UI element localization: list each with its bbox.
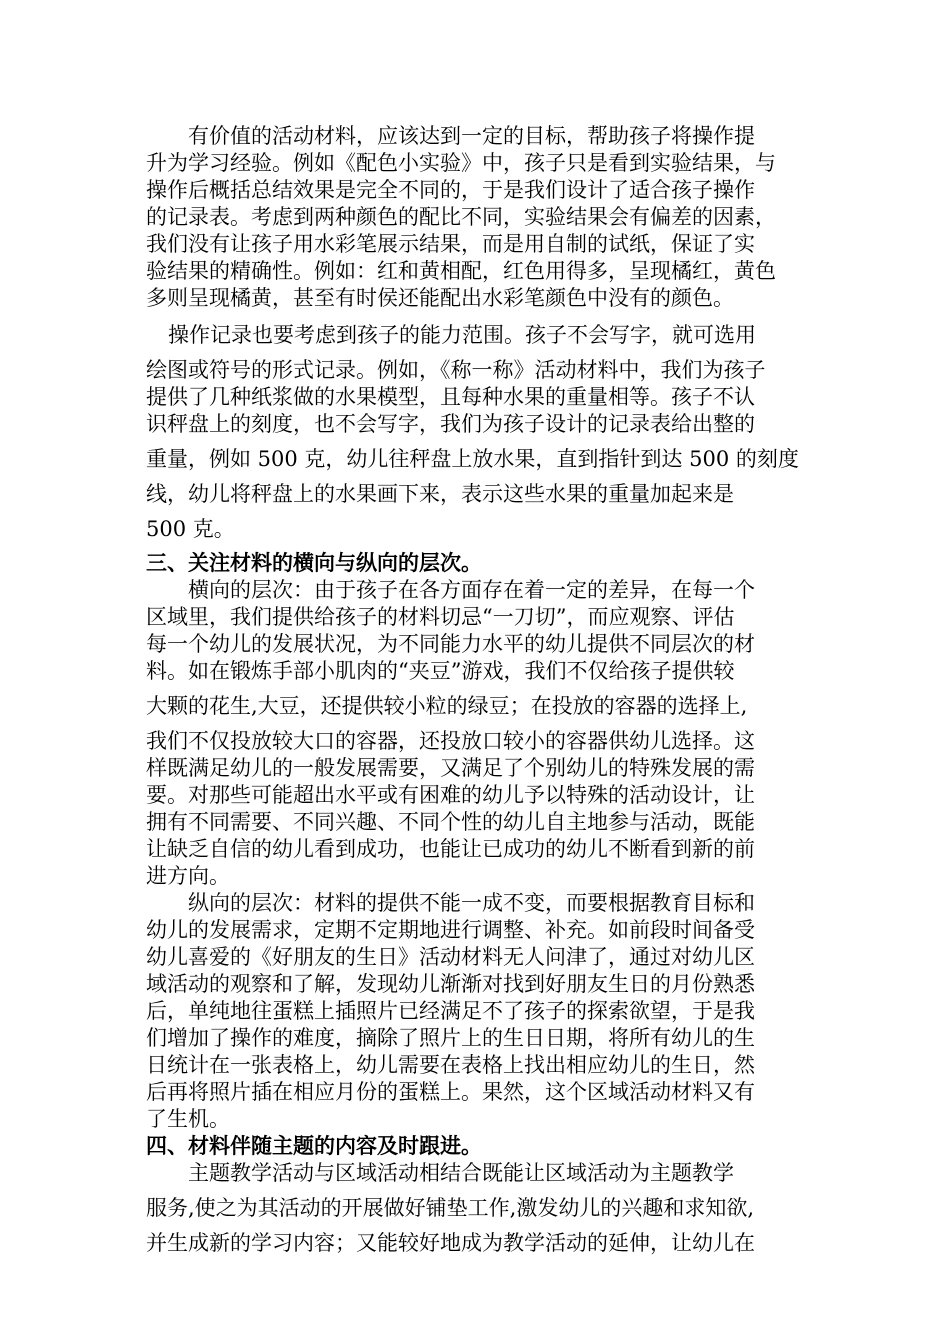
paragraph-line: 了生机。 <box>146 1107 230 1131</box>
paragraph-line: 横向的层次：由于孩子在各方面存在着一定的差异，在每一个 <box>188 578 755 602</box>
paragraph-line: 多则呈现橘黄，甚至有时侯还能配出水彩笔颜色中没有的颜色。 <box>146 286 734 310</box>
paragraph-line: 要。对那些可能超出水平或有困难的幼儿予以特殊的活动设计，让 <box>146 783 755 807</box>
paragraph-line: 500 克。 <box>146 517 235 541</box>
paragraph-line: 幼儿喜爱的《好朋友的生日》活动材料无人问津了，通过对幼儿区 <box>146 945 755 969</box>
paragraph-line: 升为学习经验。例如《配色小实验》中，孩子只是看到实验结果，与 <box>146 151 776 175</box>
paragraph-line: 的记录表。考虑到两种颜色的配比不同，实验结果会有偏差的因素， <box>146 205 776 229</box>
section-heading: 四、材料伴随主题的内容及时跟进。 <box>146 1134 482 1158</box>
paragraph-line: 主题教学活动与区域活动相结合既能让区域活动为主题教学 <box>188 1161 734 1185</box>
paragraph-line: 有价值的活动材料，应该达到一定的目标，帮助孩子将操作提 <box>188 124 755 148</box>
paragraph-line: 我们没有让孩子用水彩笔展示结果，而是用自制的试纸，保证了实 <box>146 232 755 256</box>
paragraph-line: 服务,使之为其活动的开展做好铺垫工作,激发幼儿的兴趣和求知欲, <box>146 1196 755 1220</box>
paragraph-line: 识秤盘上的刻度，也不会写字，我们为孩子设计的记录表给出整的 <box>146 412 755 436</box>
paragraph-line: 域活动的观察和了解，发现幼儿渐渐对找到好朋友生日的月份熟悉 <box>146 972 755 996</box>
paragraph-line: 后，单纯地往蛋糕上插照片已经满足不了孩子的探索欲望，于是我 <box>146 999 755 1023</box>
paragraph-line: 幼儿的发展需求，定期不定期地进行调整、补充。如前段时间备受 <box>146 918 755 942</box>
paragraph-line: 我们不仅投放较大口的容器，还投放口较小的容器供幼儿选择。这 <box>146 729 755 753</box>
paragraph-line: 区域里，我们提供给孩子的材料切忌“一刀切”，而应观察、评估 <box>146 605 735 629</box>
paragraph-line: 线，幼儿将秤盘上的水果画下来，表示这些水果的重量加起来是 <box>146 482 734 506</box>
paragraph-line: 操作后概括总结效果是完全不同的，于是我们设计了适合孩子操作 <box>146 178 755 202</box>
paragraph-line: 们增加了操作的难度，摘除了照片上的生日日期，将所有幼儿的生 <box>146 1026 755 1050</box>
paragraph-line: 拥有不同需要、不同兴趣、不同个性的幼儿自主地参与活动，既能 <box>146 810 755 834</box>
paragraph-line: 让缺乏自信的幼儿看到成功，也能让已成功的幼儿不断看到新的前 <box>146 837 755 861</box>
paragraph-line: 绘图或符号的形式记录。例如，《称一称》活动材料中，我们为孩子 <box>146 358 766 382</box>
paragraph-line: 并生成新的学习内容；又能较好地成为教学活动的延伸，让幼儿在 <box>146 1231 755 1255</box>
paragraph-line: 大颗的花生,大豆，还提供较小粒的绿豆；在投放的容器的选择上, <box>146 694 748 718</box>
paragraph-line: 样既满足幼儿的一般发展需要，又满足了个别幼儿的特殊发展的需 <box>146 756 755 780</box>
paragraph-line: 纵向的层次：材料的提供不能一成不变，而要根据教育目标和 <box>188 891 755 915</box>
paragraph-line: 操作记录也要考虑到孩子的能力范围。孩子不会写字，就可选用 <box>168 323 756 347</box>
paragraph-line: 提供了几种纸浆做的水果模型，且每种水果的重量相等。孩子不认 <box>146 385 755 409</box>
section-heading: 三、关注材料的横向与纵向的层次。 <box>146 551 482 575</box>
paragraph-line: 重量，例如 500 克，幼儿往秤盘上放水果，直到指针到达 500 的刻度 <box>146 447 799 471</box>
paragraph-line: 进方向。 <box>146 864 230 888</box>
paragraph-line: 料。如在锻炼手部小肌肉的“夹豆”游戏，我们不仅给孩子提供较 <box>146 659 735 683</box>
paragraph-line: 后再将照片插在相应月份的蛋糕上。果然，这个区域活动材料又有 <box>146 1080 755 1104</box>
paragraph-line: 验结果的精确性。例如：红和黄相配，红色用得多，呈现橘红，黄色 <box>146 259 776 283</box>
paragraph-line: 日统计在一张表格上，幼儿需要在表格上找出相应幼儿的生日，然 <box>146 1053 755 1077</box>
paragraph-line: 每一个幼儿的发展状况，为不同能力水平的幼儿提供不同层次的材 <box>146 632 755 656</box>
